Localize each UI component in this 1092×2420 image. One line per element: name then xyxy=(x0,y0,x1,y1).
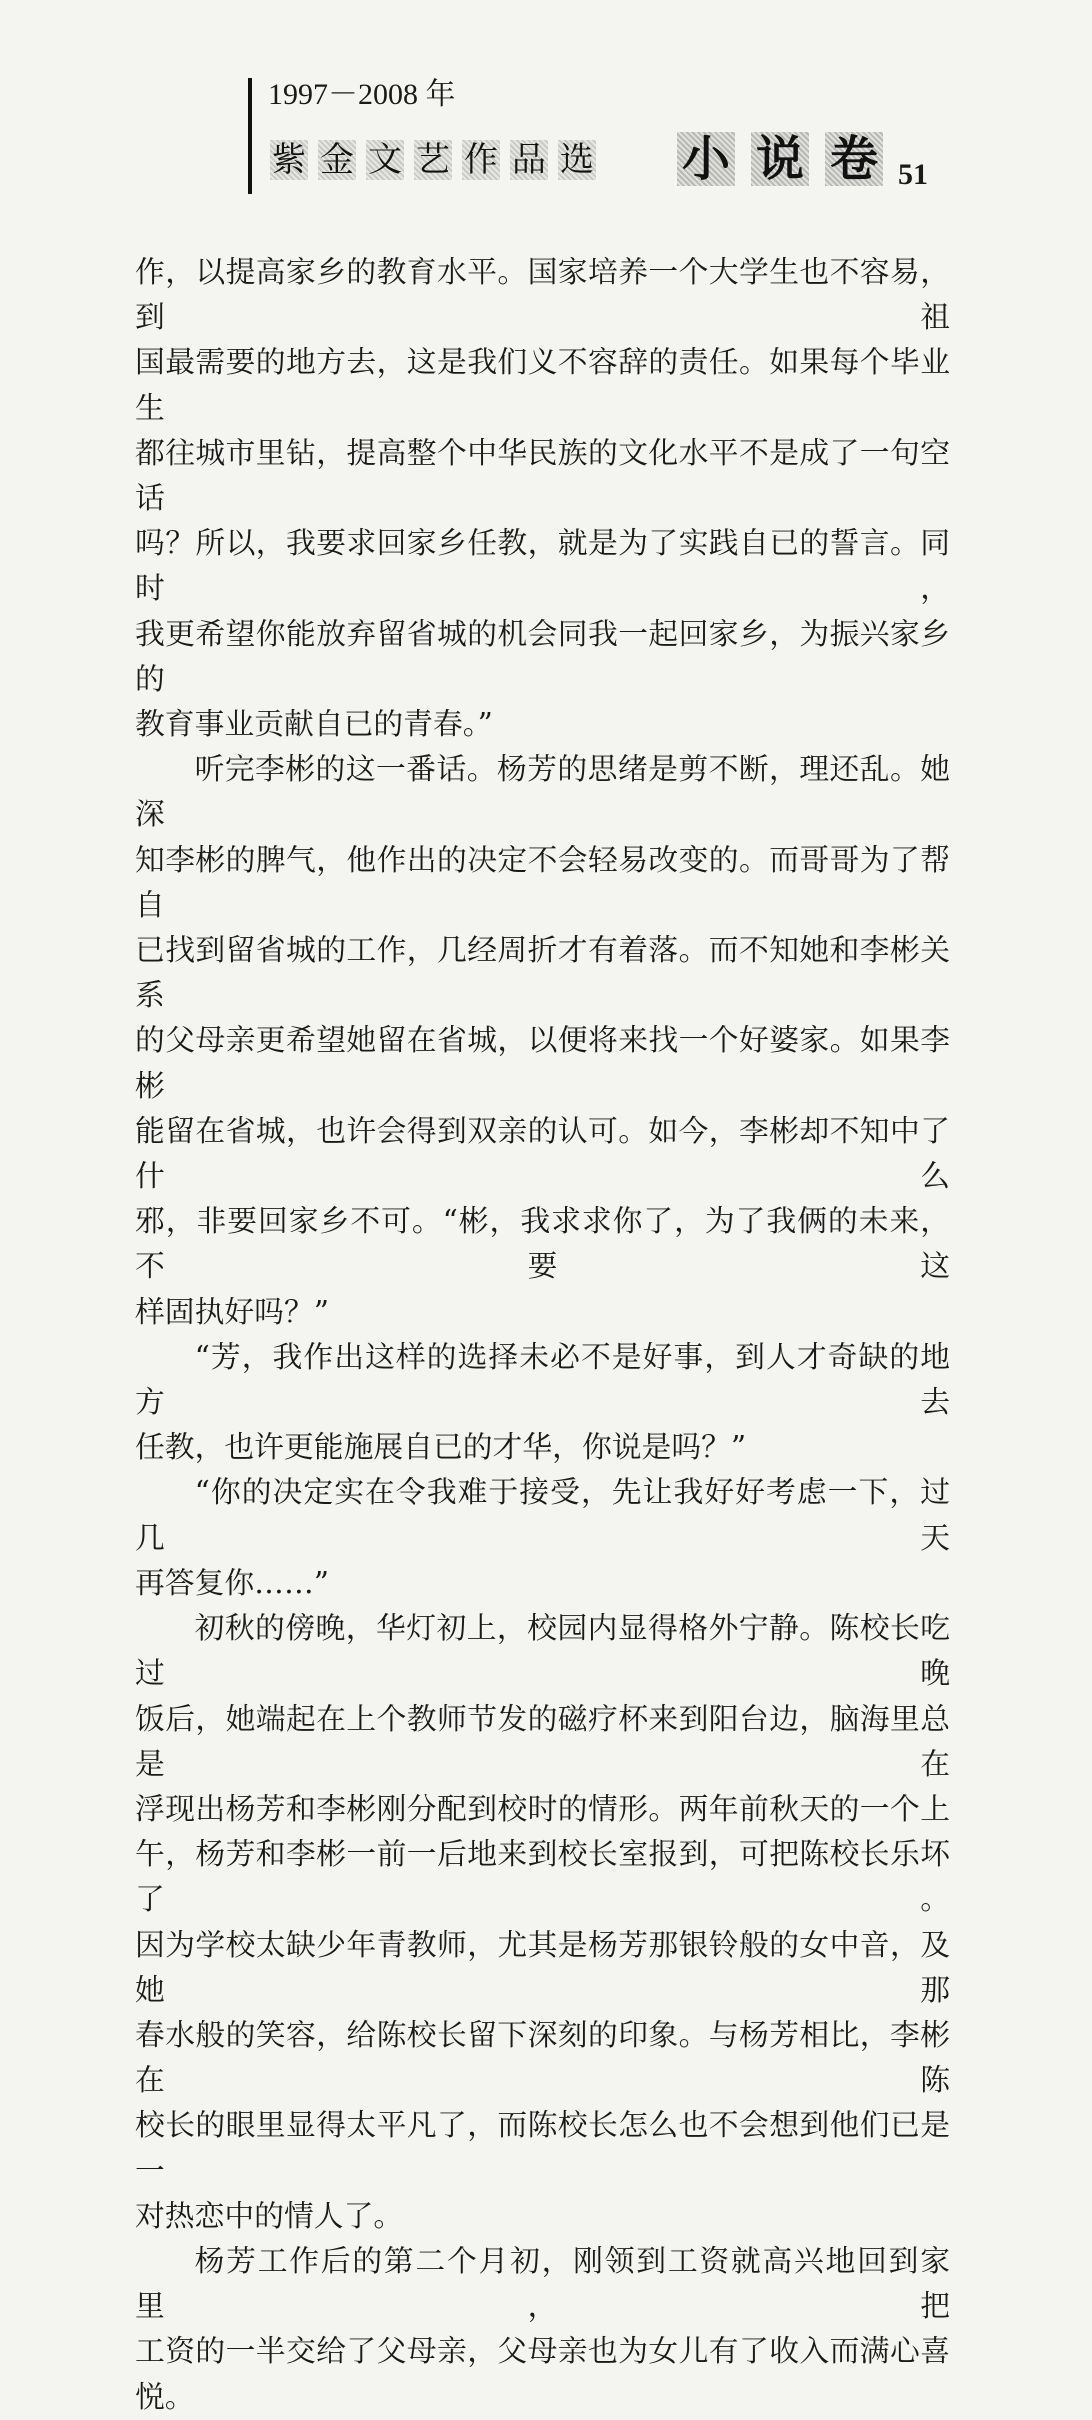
series-title-char: 紫 xyxy=(272,140,306,180)
text-line: 饭后，她端起在上个教师节发的磁疗杯来到阳台边，脑海里总是在 xyxy=(135,1701,950,1782)
text-line: 已找到留省城的工作，几经周折才有着落。而不知她和李彬关系 xyxy=(135,933,950,1014)
text-line: 浮现出杨芳和李彬刚分配到校时的情形。两年前秋天的一个上 xyxy=(135,1791,950,1827)
volume-title-char: 说 xyxy=(751,132,809,186)
text-line: 国最需要的地方去，这是我们义不容辞的责任。如果每个毕业生 xyxy=(135,345,950,426)
series-title-char: 作 xyxy=(464,140,498,180)
series-title-char: 品 xyxy=(512,140,546,180)
series-title-char: 选 xyxy=(560,140,594,180)
volume-title xyxy=(677,132,883,186)
text-line: 对热恋中的情人了。 xyxy=(135,2198,404,2234)
header-vertical-rule xyxy=(248,78,252,194)
text-line: 任教，也许更能施展自已的才华，你说是吗？” xyxy=(135,1430,747,1466)
text-line: 我更希望你能放弃留省城的机会同我一起回家乡，为振兴家乡的 xyxy=(135,616,950,697)
volume-title-char: 卷 xyxy=(825,132,883,186)
text-line: “芳，我作出这样的选择未必不是好事，到人才奇缺的地方去 xyxy=(135,1339,950,1421)
text-line: 杨芳工作后的第二个月初，刚领到工资就高兴地回到家里，把 xyxy=(135,2243,950,2325)
text-line: 因为学校太缺少年青教师，尤其是杨芳那银铃般的女中音，及她那 xyxy=(135,1927,950,2008)
text-line: 都往城市里钻，提高整个中华民族的文化水平不是成了一句空话 xyxy=(135,435,950,517)
text-line: “你的决定实在令我难于接受，先让我好好考虑一下，过几天 xyxy=(135,1475,950,1556)
text-line: 初秋的傍晚，华灯初上，校园内显得格外宁静。陈校长吃过晚 xyxy=(135,1611,950,1692)
text-line: 邪，非要回家乡不可。“彬，我求求你了，为了我俩的未来，不要这 xyxy=(135,1204,950,1285)
text-line: 春水般的笑容，给陈校长留下深刻的印象。与杨芳相比，李彬在陈 xyxy=(135,2017,950,2099)
text-line: 午，杨芳和李彬一前一后地来到校长室报到，可把陈校长乐坏了。 xyxy=(135,1837,950,1918)
series-title-char: 文 xyxy=(368,140,402,180)
series-title-char: 艺 xyxy=(416,140,450,180)
year-range: 1997－2008 年 xyxy=(268,78,456,111)
body-text xyxy=(135,250,950,2420)
series-title-char: 金 xyxy=(320,140,354,180)
text-line: 作，以提高家乡的教育水平。国家培养一个大学生也不容易，到祖 xyxy=(135,255,950,336)
text-line: 工资的一半交给了父母亲，父母亲也为女儿有了收入而满心喜悦。 xyxy=(135,2334,950,2415)
text-line: 教育事业贡献自已的青春。” xyxy=(135,707,493,743)
series-title-chars xyxy=(270,140,596,180)
text-line: 的父母亲更希望她留在省城，以便将来找一个好婆家。如果李彬 xyxy=(135,1023,950,1104)
series-title xyxy=(270,140,596,180)
text-line: 样固执好吗？” xyxy=(135,1294,330,1330)
text-line: 校长的眼里显得太平凡了，而陈校长怎么也不会想到他们已是一 xyxy=(135,2108,950,2189)
text-line: 能留在省城，也许会得到双亲的认可。如今，李彬却不知中了什么 xyxy=(135,1113,950,1195)
text-line: 知李彬的脾气，他作出的决定不会轻易改变的。而哥哥为了帮自 xyxy=(135,842,950,923)
page-number: 51 xyxy=(898,158,928,191)
text-line: 再答复你……” xyxy=(135,1565,330,1601)
text-line: 听完李彬的这一番话。杨芳的思绪是剪不断，理还乱。她深 xyxy=(135,752,950,833)
text-line: 吗？所以，我要求回家乡任教，就是为了实践自已的誓言。同时， xyxy=(135,526,950,607)
volume-title-char: 小 xyxy=(677,132,735,186)
